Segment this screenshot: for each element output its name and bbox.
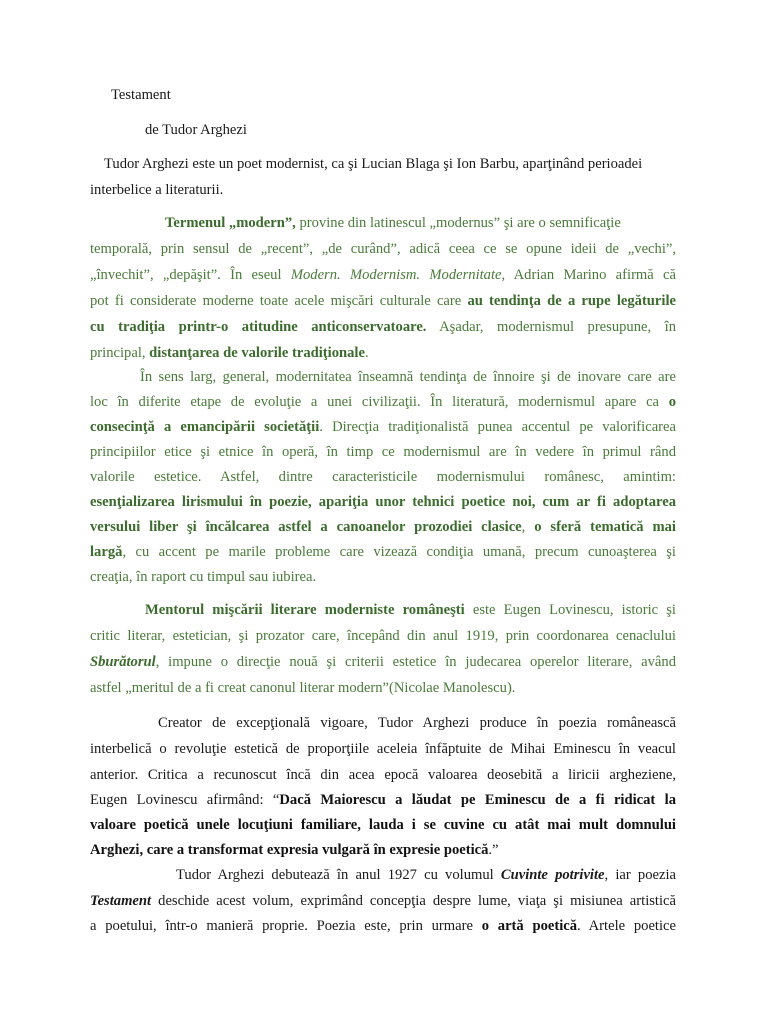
text-line — [90, 740, 676, 758]
text-run: Arghezi, care a transformat expresia vulgară în expresie poetică — [90, 842, 489, 858]
text-line — [104, 155, 642, 173]
text-run: o sferă tematică mai — [534, 519, 676, 535]
text-run: pot fi considerate moderne toate acele mişcări culturale care — [90, 293, 468, 309]
text-run: În sens larg, general, modernitatea înseamnă tendinţa de înnoire şi de inovare care are — [140, 369, 676, 385]
text-run: , Adrian Marino afirmă că — [501, 267, 676, 283]
text-line — [90, 468, 676, 486]
text-run: . — [364, 345, 369, 361]
text-line — [90, 518, 676, 536]
text-line — [90, 601, 676, 619]
text-line — [90, 493, 676, 511]
text-run: largă — [90, 544, 123, 560]
text-run: au tendinţa de a rupe legăturile — [467, 293, 676, 309]
text-run: loc în diferite etape de evoluţie a unei civilizaţii. În literatură, modernismul apare ca — [90, 394, 669, 410]
text-line — [165, 214, 621, 232]
text-line — [90, 418, 676, 436]
text-run: Tudor Arghezi este un poet modernist, ca şi Lucian Blaga şi Ion Barbu, aparţinând perioadei — [104, 156, 643, 172]
text-line — [90, 344, 369, 362]
text-line — [90, 841, 499, 859]
text-run: , iar poezia — [604, 867, 676, 883]
text-line — [90, 791, 676, 809]
text-run: temporală, prin sensul de „recent”, „de curând”, adică ceea ce se opune ideii de „vechi”, — [90, 241, 676, 257]
text-line — [90, 543, 676, 561]
text-line — [90, 679, 515, 697]
text-line — [90, 292, 676, 310]
text-run: Testament — [90, 893, 152, 909]
text-run: esenţializarea lirismului în poezie, apariţia unor tehnici poetice noi, cum ar fi adoptarea — [90, 494, 676, 510]
text-run: . Artele poetice — [577, 918, 676, 934]
text-run: o artă poetică — [481, 918, 578, 934]
text-run: Aşadar, modernismul presupune, în — [426, 319, 676, 335]
text-run: , — [521, 519, 535, 535]
text-run: . Direcţia tradiţionalistă punea accentul pe valorificarea — [319, 419, 676, 435]
text-line — [90, 568, 316, 586]
text-run: Modern. Modernism. Modernitate — [290, 267, 502, 283]
text-run: Tudor Arghezi debutează în anul 1927 cu volumul — [176, 867, 501, 883]
text-run: Mentorul mişcării literare moderniste româneşti — [145, 602, 465, 618]
text-run: interbelică o revoluţie estetică de proporţiile aceleia înfăptuite de Mihai Eminescu în veacul — [90, 741, 676, 757]
text-run: Dacă Maiorescu a lăudat pe Eminescu de a fi ridicat la — [279, 792, 676, 808]
text-line — [90, 766, 676, 784]
text-run: principal, — [90, 345, 150, 361]
text-run: , impune o direcţie nouă şi criterii estetice în judecarea operelor literare, având — [155, 654, 676, 670]
text-line — [90, 266, 676, 284]
text-run: interbelice a literaturii. — [90, 182, 224, 198]
text-run: versului liber şi încălcarea astfel a canoanelor prozodiei clasice — [90, 519, 522, 535]
text-run: Eugen Lovinescu afirmând: “ — [90, 792, 280, 808]
text-line — [90, 714, 676, 732]
text-run: anterior. Critica a recunoscut încă din acea epocă valoarea deosebită a liricii argheziene, — [90, 767, 676, 783]
text-line — [90, 240, 676, 258]
text-run: valorile estetice. Astfel, dintre caracteristicile modernismului românesc, amintim: — [90, 469, 676, 485]
text-run: principiilor etice şi etnice în operă, în timp ce modernismul are în vedere în primul rând — [90, 444, 676, 460]
text-line — [90, 892, 676, 910]
text-run: o — [668, 394, 676, 410]
text-run: , cu accent pe marile probleme care vizează condiţia umană, precum cunoaşterea şi — [122, 544, 676, 560]
text-run: cu tradiţia printr-o atitudine anticonservatoare. — [90, 319, 427, 335]
text-line — [90, 627, 676, 645]
text-line — [90, 816, 676, 834]
text-run: astfel „meritul de a fi creat canonul literar modern”(Nicolae Manolescu). — [90, 680, 516, 696]
text-line — [90, 181, 223, 199]
text-run: Cuvinte potrivite — [500, 867, 605, 883]
text-line — [90, 917, 676, 935]
text-run: .” — [488, 842, 499, 858]
text-line — [90, 368, 676, 386]
text-run: Creator de excepţională vigoare, Tudor Arghezi produce în poezia românească — [158, 715, 676, 731]
text-line — [90, 393, 676, 411]
doc-title: Testament — [111, 87, 171, 103]
text-line — [90, 443, 676, 461]
text-line — [90, 318, 676, 336]
text-run: critic literar, estetician, şi prozator care, începând din anul 1919, prin coordonarea cenaclului — [90, 628, 676, 644]
text-run: Termenul „modern”, — [165, 215, 296, 231]
text-run: deschide acest volum, exprimând concepţia despre lume, viaţa şi misiunea artistică — [151, 893, 676, 909]
text-run: creaţia, în raport cu timpul sau iubirea. — [90, 569, 317, 585]
text-run: Sburătorul — [90, 654, 156, 670]
text-run: valoare poetică unele locuţiuni familiare, lauda i se cuvine cu atât mai mult domnului — [90, 817, 676, 833]
text-line — [90, 866, 676, 884]
doc-byline: de Tudor Arghezi — [145, 122, 247, 138]
text-line — [90, 653, 676, 671]
text-run: este Eugen Lovinescu, istoric şi — [464, 602, 676, 618]
text-run: a poetului, într-o manieră proprie. Poezia este, prin urmare — [90, 918, 482, 934]
text-run: provine din latinescul „modernus” şi are o semnificaţie — [295, 215, 621, 231]
text-run: consecinţă a emancipării societăţii — [90, 419, 320, 435]
text-run: distanţarea de valorile tradiţionale — [149, 345, 365, 361]
text-run: „învechit”, „depăşit”. În eseul — [90, 267, 291, 283]
